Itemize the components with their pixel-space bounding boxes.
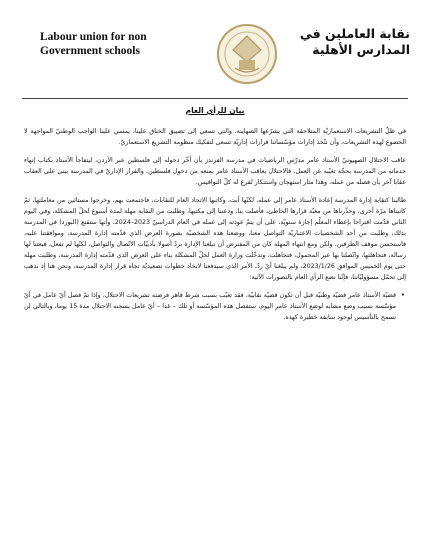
statement-body [24,126,406,328]
org-name-arabic-line-2: المدارس الأهلية [312,42,410,57]
org-name-english-line-1: Labour union for non [40,31,147,43]
org-name-english-line-2: Government schools [40,45,140,57]
header-divider [22,98,408,99]
org-name-arabic [290,26,410,58]
list-item: • قضيّة الأستاذ عامر قضيّة وطنيّة قبل أن تكون قضيّة نقابيّة، فقد تغيّب بسبب شرط قاهر فرضته تشريعات الاحتلال، وإذا تمّ فصل أيّ عامل في أيّ مؤسّسة بسبب وضع مشابه لوضع الأستاذ عامر اليوم، ستفصل هذه المؤسّسة أو تلك – غدا – أيّ عامل يسجنه الاحتلال مدة 15 يوما، وبالتالي لن تسمح بالتأسيس لوجود سابقة خطيرة كهذه. [24,290,396,323]
org-name-english [40,30,180,58]
org-name-arabic-line-1: نقابة العاملين في [299,26,410,41]
demands-list [24,290,406,323]
paragraph: عاقب الاحتلال الصهيونيّ الأستاذ عامر مدرّس الرياضيات في مدرسة الفرندز بأن أخّر دخوله إلى فلسطين عبر الأردن، ليتفاجأ الأستاذ بكتاب إنهاء خدماته من المدرسة بحجّة تغيّبه عن العمل، فالاحتلال يعاقب الأستاذ عامر بمنعه من دخول فلسطين، والقرار الإداريّ في المدرسة يبنى على العقاب عقابا آخر بأن فصله من عمله، وهذا مثار استهجان واستنكار تُقرع له كلّ النواقيس. [24,157,406,186]
paragraph: طالبنا كنقابة إدارة المدرسة إعادة الأستاذ عامر إلى عمله، لكنّها أبت، وكاتبها الاتحاد العام للنقابات، فاجتمعت بهم، وخرجوا مستائين من معاملتها، ثمّ كاتبناها مرّة أخرى، وحذّرناها من مغبّة قرارها الخاطئ، فأصلت بنا، ودعتنا إلى مكتبها، وطلبت من النقابة مهلة لمدة أسبوع لحلّ المشكلة، وفي اليوم الثاني قدّمت اقتراحا بإعطاء المعلّم إجازة سنويّة، على أن يتمّ عودته إلى عمله في العام الدراسيّ 2023–2024، وأنها ستقنع (البورد) في المدرسة بذلك، وطلبت من أحد الشخصيات الاعتباريّة التواصل معنا، ووضعنا هذه الشخصيّة بصورة العرض الذي قدّمته إدارة المدرسة، وموافقتنا عليه، فاستحسن موقف الطرفين، ولكن ومع انتهاء المهلة كان من المفترض أن تبلغنا الإدارة بردّ أصولا بأدبيّات الاتّصال والتواصل، لكنّها لم تفعل، فبعثنا لها رسالة، فتجاهلتها، واتّصلنا بها عبر المحمول، فتجاهلت، وتدخّلت وزارة العمل لحلّ المشكلة بناء على العرض الذي قدّمته إدارة المدرسة، وطلبت مهلة حتى يوم الخميس الموافق 2023/1/26، ولم يبلغنا أيّ ردّ، الأمر الذي سيدفعنا لاتخاذ خطوات تصعيديّة تجاه قرار إدارة المدرسة، ونحن هنا إذ نذهب إلى تحمّل مسؤوليّاتنا، فإنّنا نضع الرأي العام بالتصورات الآتية: [24,197,407,281]
letterhead [40,22,410,92]
union-logo-icon [215,22,279,86]
statement-title: بيان للرأي العام [185,106,245,115]
paragraph: في ظلّ التشريعات الاستعماريّة المتلاحقة التي يشرّعها الصهاينة، والتي تسعى إلى تضييق الخناق علينا، يمسي علينا الواجب الوطنيّ المواجهة لا الخضوع لهذه التشريعات، وأن نتّخذ إدارات مؤسّساتنا قرارات إداريّة تسعى لتفكيك منظومة التشريع الاستعماريّ. [24,128,406,146]
